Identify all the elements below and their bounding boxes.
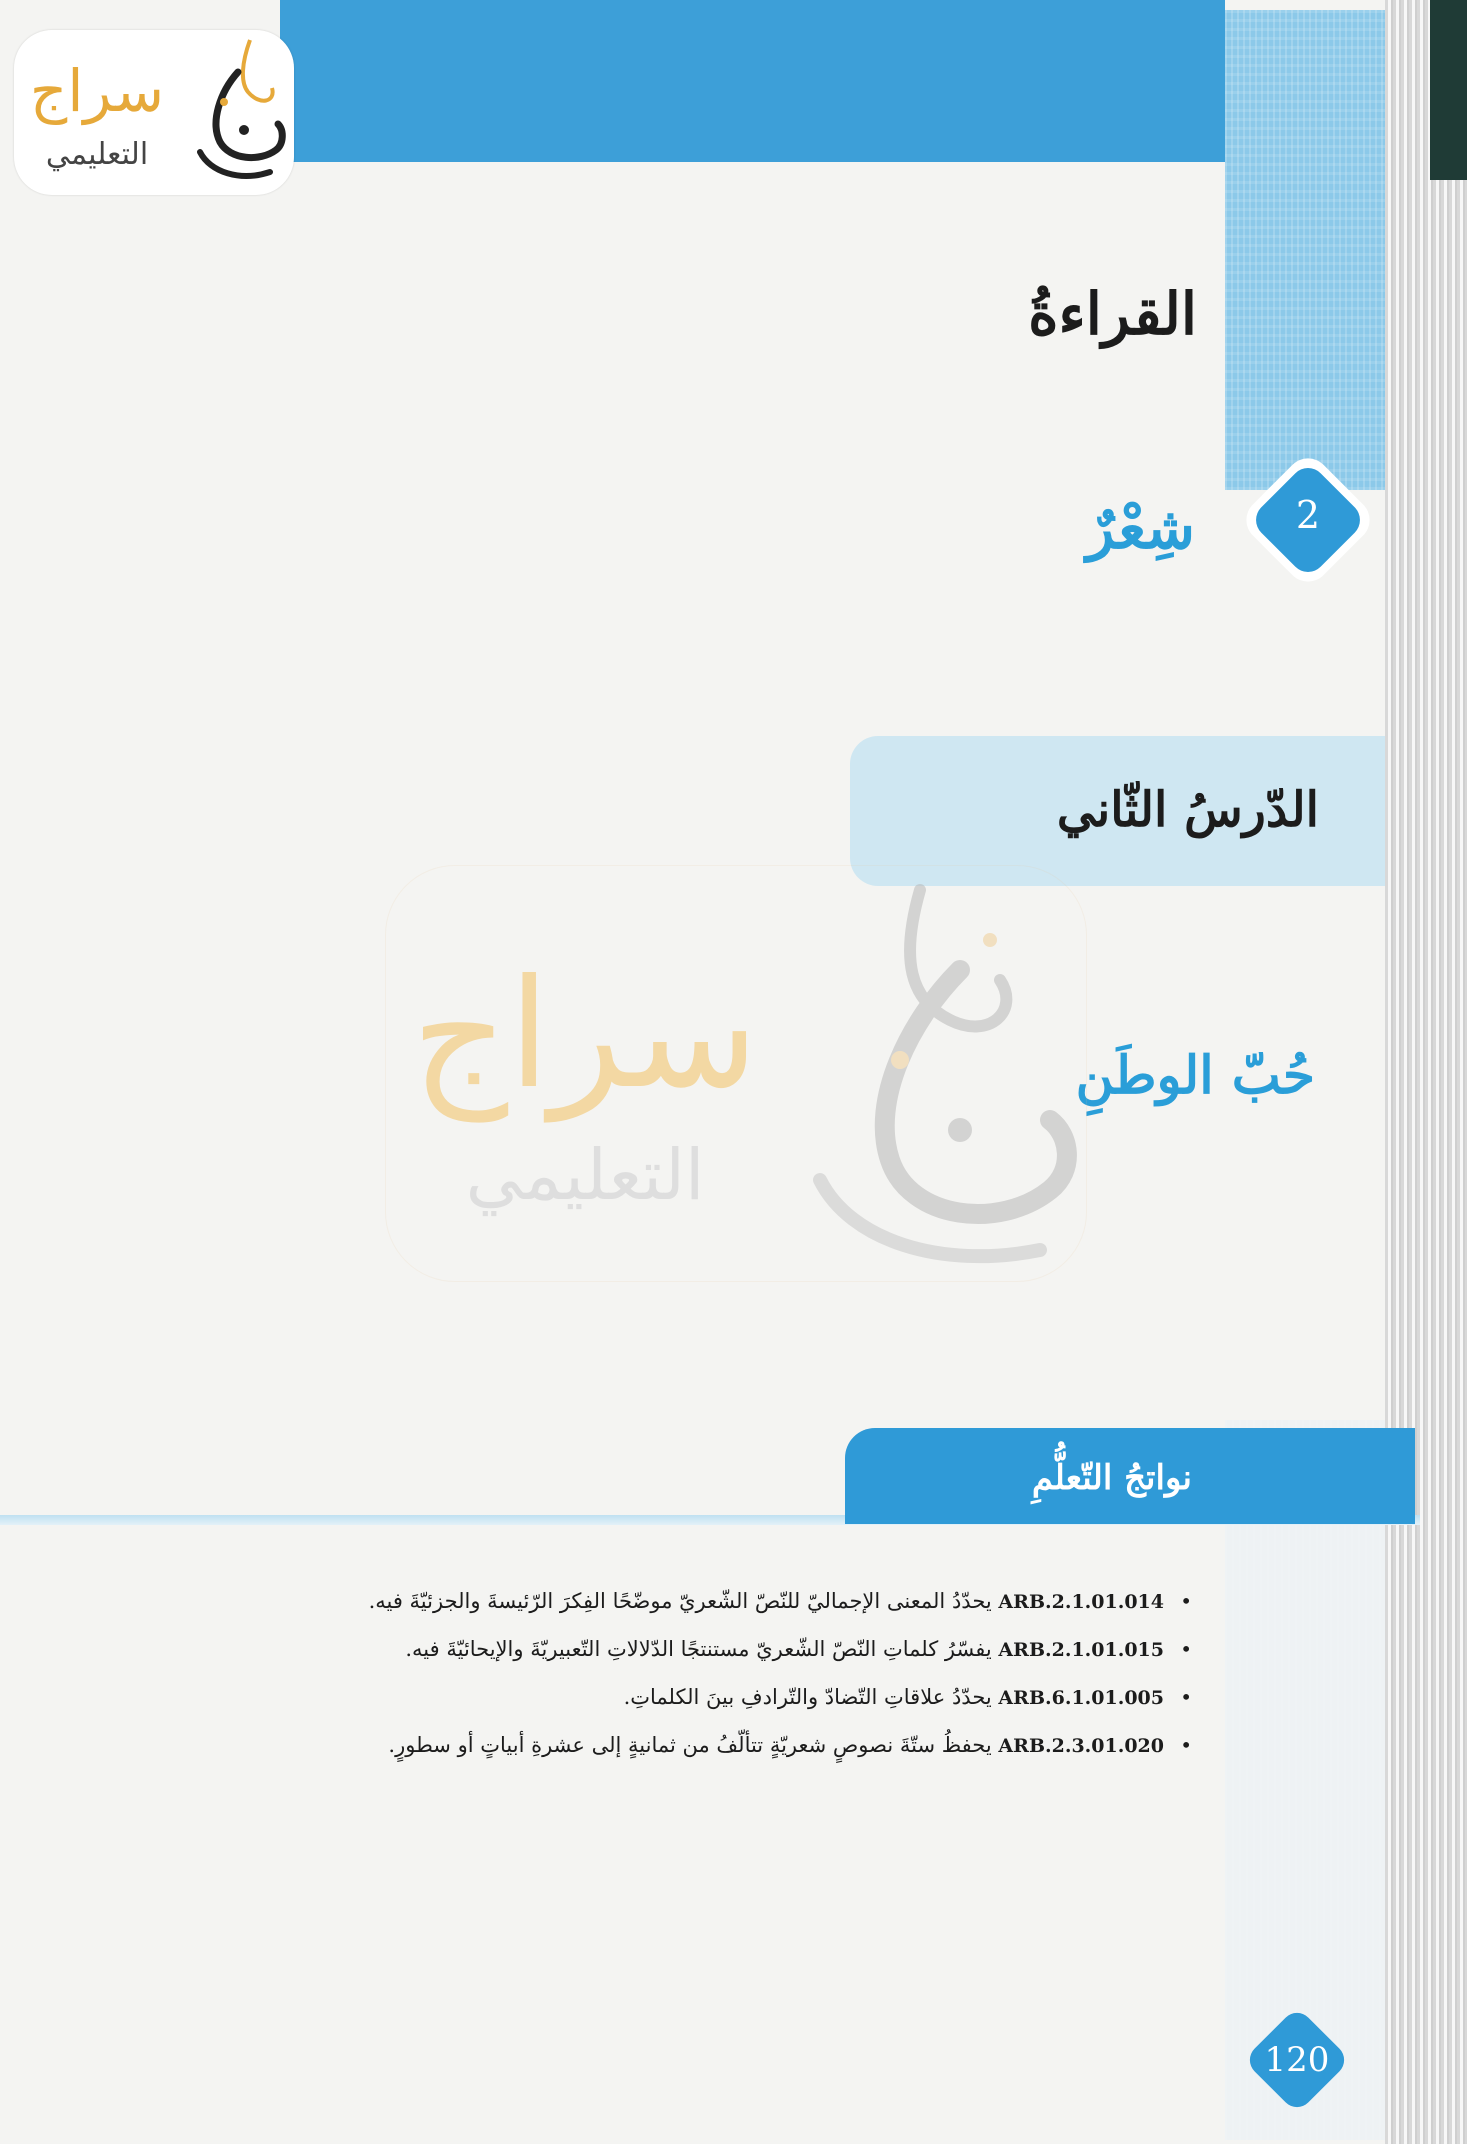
bullet-icon: • <box>1180 1685 1192 1709</box>
bullet-icon: • <box>1180 1589 1192 1613</box>
top-color-band <box>280 0 1225 162</box>
outcomes-title: نواتجُ التّعلُّمِ <box>1031 1458 1192 1498</box>
side-decorative-strip <box>1225 10 1385 490</box>
outcome-text: يفسّرُ كلماتِ النّصّ الشّعريّ مستنتجًا الدّلالاتِ التّعبيريّةَ والإيحائيّةَ فيه. <box>405 1637 992 1661</box>
page-number: 120 <box>1264 2040 1330 2080</box>
learning-outcomes-list <box>132 1578 1192 1770</box>
logo-subname: التعليمي <box>45 137 149 172</box>
outcome-code: ARB.2.1.01.015 <box>998 1639 1164 1661</box>
watermark-subname: التعليمي <box>465 1134 705 1216</box>
outcome-text: يحدّدُ علاقاتِ التّضادّ والتّرادفِ بينَ الكلماتِ. <box>623 1685 992 1709</box>
outcome-code: ARB.2.1.01.014 <box>998 1591 1164 1613</box>
lesson-title: الدّرسُ الثّاني <box>1056 782 1319 838</box>
list-item <box>132 1626 1192 1674</box>
book-page-edges <box>1385 0 1467 2144</box>
list-item <box>132 1674 1192 1722</box>
outcome-code: ARB.6.1.01.005 <box>998 1687 1164 1709</box>
logo-calligraphy-icon <box>180 32 290 192</box>
logo-name: سراج <box>29 57 165 125</box>
list-item <box>132 1722 1192 1770</box>
outcome-text: يحدّدُ المعنى الإجماليّ للنّصّ الشّعريّ موضّحًا الفِكرَ الرّئيسةَ والجزئيّةَ فيه. <box>368 1589 992 1613</box>
poem-title: حُبّ الوطَنِ <box>1075 1045 1315 1106</box>
book-cover-edge <box>1430 0 1467 180</box>
bullet-icon: • <box>1180 1733 1192 1757</box>
bullet-icon: • <box>1180 1637 1192 1661</box>
unit-name: شِعْرٌ <box>1086 494 1195 562</box>
list-item <box>132 1578 1192 1626</box>
unit-number: 2 <box>1295 493 1321 537</box>
watermark-calligraphy-icon <box>800 880 1090 1280</box>
watermark-name: سراج <box>411 948 759 1122</box>
section-title: القراءةُ <box>1028 280 1197 348</box>
outcome-text: يحفظُ ستّةَ نصوصٍ شعريّةٍ تتألّفُ من ثمانيةٍ إلى عشرةِ أبياتٍ أو سطورٍ. <box>388 1733 992 1757</box>
outcome-code: ARB.2.3.01.020 <box>998 1735 1164 1757</box>
